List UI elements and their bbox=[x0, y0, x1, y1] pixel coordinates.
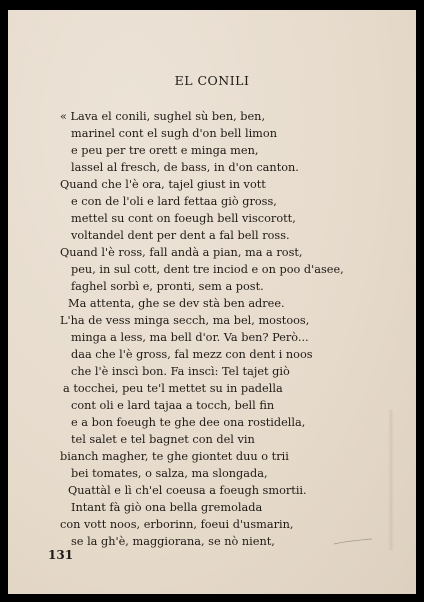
poem-line: a tocchei, peu te'l mettet su in padella bbox=[63, 382, 283, 395]
poem-line: e peu per tre orett e minga men, bbox=[71, 144, 259, 157]
poem-line: voltandel dent per dent a fal bell ross. bbox=[71, 229, 290, 242]
poem-line: se la gh'è, maggiorana, se nò nient, bbox=[71, 535, 275, 548]
poem-line: Ma attenta, ghe se dev stà ben adree. bbox=[68, 297, 285, 310]
poem-line: e a bon foeugh te ghe dee ona rostidella, bbox=[71, 416, 306, 429]
poem-line: Quand l'è ross, fall andà a pian, ma a rost, bbox=[60, 246, 303, 259]
poem-line: faghel sorbì e, pronti, sem a post. bbox=[71, 280, 264, 293]
poem-line: Quattàl e lì ch'el coeusa a foeugh smortii. bbox=[68, 484, 307, 497]
poem-line: Quand che l'è ora, tajel giust in vott bbox=[60, 178, 266, 191]
poem-line: che l'è inscì bon. Fa inscì: Tel tajet giò bbox=[71, 365, 290, 378]
pencil-mark bbox=[333, 538, 373, 546]
page-number: 131 bbox=[48, 548, 74, 562]
book-page bbox=[8, 10, 416, 594]
paper-stain bbox=[388, 410, 394, 550]
poem-line: marinel cont el sugh d'on bell limon bbox=[71, 127, 277, 140]
poem-line: minga a less, ma bell d'or. Va ben? Però... bbox=[71, 331, 309, 344]
poem-line: lassel al fresch, de bass, in d'on canton. bbox=[71, 161, 299, 174]
poem-line: « Lava el conili, sughel sù ben, ben, bbox=[60, 110, 266, 123]
poem-line: bianch magher, te ghe giontet duu o trii bbox=[60, 450, 289, 463]
poem-title: EL CONILI bbox=[174, 73, 250, 88]
poem-line: tel salet e tel bagnet con del vin bbox=[71, 433, 255, 446]
poem-line: peu, in sul cott, dent tre inciod e on poo d'asee, bbox=[71, 263, 344, 276]
poem-line: daa che l'è gross, fal mezz con dent i noos bbox=[71, 348, 313, 361]
poem-line: mettel su cont on foeugh bell viscorott, bbox=[71, 212, 296, 225]
poem-line: Intant fà giò ona bella gremolada bbox=[71, 501, 263, 514]
poem-line: cont oli e lard tajaa a tocch, bell fin bbox=[71, 399, 275, 412]
poem-line: L'ha de vess minga secch, ma bel, mostoos, bbox=[60, 314, 310, 327]
poem-line: con vott noos, erborinn, foeui d'usmarin, bbox=[60, 518, 294, 531]
poem-line: bei tomates, o salza, ma slongada, bbox=[71, 467, 268, 480]
poem-line: e con de l'oli e lard fettaa giò gross, bbox=[71, 195, 277, 208]
